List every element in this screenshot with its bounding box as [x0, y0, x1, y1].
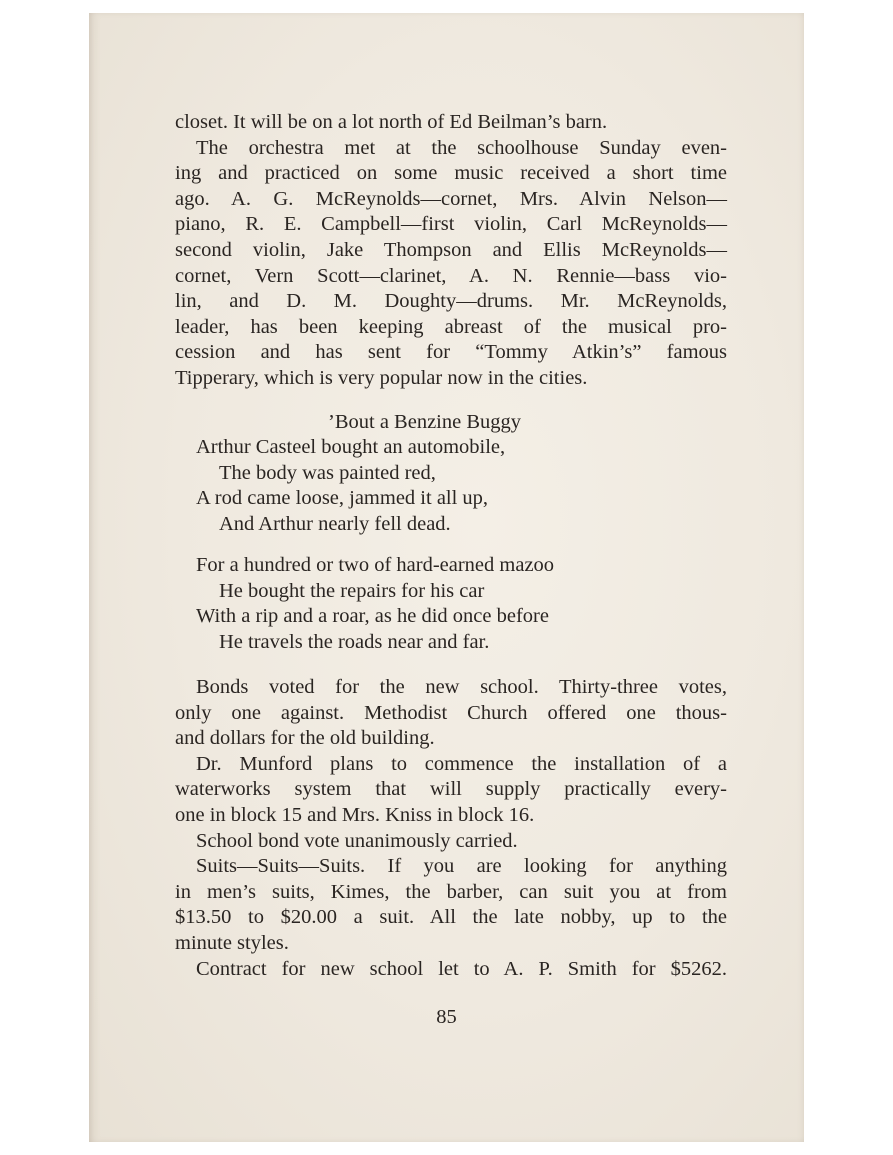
text-line: one in block 15 and Mrs. Kniss in block 16. [175, 803, 535, 826]
text-line: $13.50 to $20.00 a suit. All the late nobby, up to the [175, 906, 727, 929]
text-line: cornet, Vern Scott—clarinet, A. N. Rennie—bass vio- [175, 264, 727, 287]
poem-line: With a rip and a roar, as he did once before [196, 605, 549, 628]
poem-title: ’Bout a Benzine Buggy [328, 411, 522, 433]
poem-line: The body was painted red, [219, 461, 436, 484]
text-line: cession and has sent for “Tommy Atkin’s” famous [175, 341, 727, 364]
text-line: ing and practiced on some music received a short time [175, 162, 727, 185]
poem-stanza-1 [196, 435, 505, 537]
text-block-news [175, 675, 727, 982]
text-block-orchestra [175, 110, 727, 392]
text-line: in men’s suits, Kimes, the barber, can suit you at from [175, 880, 727, 903]
text-line: Bonds voted for the new school. Thirty-three votes, [196, 676, 727, 698]
text-line: minute styles. [175, 931, 289, 954]
poem-line: He bought the repairs for his car [219, 579, 485, 602]
text-line: Dr. Munford plans to commence the installation of a [196, 752, 727, 775]
text-line: second violin, Jake Thompson and Ellis McReynolds— [175, 238, 727, 261]
poem-line: He travels the roads near and far. [219, 630, 490, 653]
text-line: ago. A. G. McReynolds—cornet, Mrs. Alvin Nelson— [175, 187, 727, 210]
text-line: and dollars for the old building. [175, 727, 435, 750]
text-line: closet. It will be on a lot north of Ed Beilman’s barn. [175, 111, 608, 133]
poem-stanza-2 [196, 553, 554, 655]
text-line: School bond vote unanimously carried. [196, 829, 518, 852]
text-line: piano, R. E. Campbell—first violin, Carl McReynolds— [175, 213, 727, 236]
text-line: Tipperary, which is very popular now in the cities. [175, 366, 588, 389]
poem-line: For a hundred or two of hard-earned mazoo [196, 554, 555, 576]
text-line: Suits—Suits—Suits. If you are looking for anything [196, 855, 727, 878]
text-line: The orchestra met at the schoolhouse Sunday even- [196, 136, 727, 159]
page-number: 85 [436, 1006, 457, 1028]
text-line: waterworks system that will supply practically every- [175, 778, 727, 801]
text-line: only one against. Methodist Church offered one thous- [175, 701, 727, 724]
text-line: leader, has been keeping abreast of the musical pro- [175, 315, 727, 338]
poem-line: A rod came loose, jammed it all up, [196, 487, 489, 510]
text-line: lin, and D. M. Doughty—drums. Mr. McReynolds, [175, 290, 727, 313]
poem-line: Arthur Casteel bought an automobile, [196, 436, 506, 458]
poem-line: And Arthur nearly fell dead. [219, 512, 451, 535]
text-line: Contract for new school let to A. P. Smith for $5262. [196, 957, 727, 980]
